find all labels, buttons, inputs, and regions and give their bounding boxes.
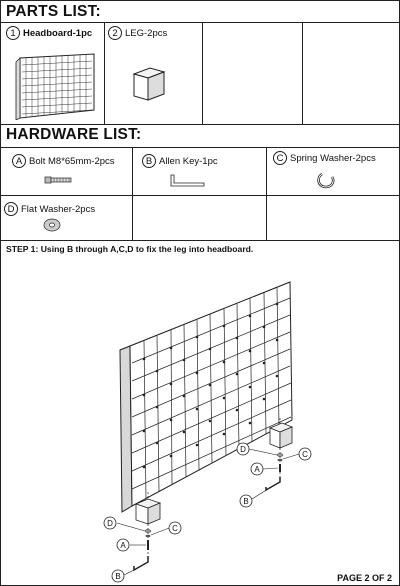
divider: [132, 147, 133, 240]
page-number: PAGE 2 OF 2: [337, 573, 392, 583]
divider: [0, 22, 400, 23]
hardware-letter-badge: A: [12, 154, 26, 168]
step-1-instruction: STEP 1: Using B through A,C,D to fix the leg into headboard.: [6, 244, 254, 254]
hardware-letter-badge: D: [4, 202, 18, 216]
callout-a: A: [254, 465, 260, 474]
divider: [0, 195, 400, 196]
headboard-image: [14, 48, 98, 120]
part-item-headboard: [6, 26, 92, 40]
flat-washer-icon: [42, 216, 62, 234]
part-item-leg: [108, 26, 167, 40]
divider: [202, 22, 203, 124]
hardware-item-allen-key: [142, 154, 218, 168]
hardware-letter-badge: C: [273, 151, 287, 165]
hardware-label: Flat Washer-2pcs: [21, 203, 96, 215]
hardware-item-spring-washer: [273, 151, 376, 165]
divider: [0, 147, 400, 148]
part-number-badge: 2: [108, 26, 122, 40]
divider: [302, 22, 303, 124]
allen-key-icon: [168, 172, 208, 190]
callout-d: D: [240, 445, 246, 454]
hardware-letter-badge: B: [142, 154, 156, 168]
hardware-item-bolt: [12, 154, 115, 168]
spring-washer-icon: [316, 170, 338, 190]
hardware-label: Allen Key-1pc: [159, 155, 218, 167]
divider: [0, 124, 400, 125]
callout-d: D: [107, 519, 113, 528]
parts-list-title: PARTS LIST:: [6, 3, 101, 20]
leg-image: [126, 60, 176, 108]
callout-a: A: [120, 541, 126, 550]
divider: [0, 240, 400, 241]
hardware-item-flat-washer: [4, 202, 95, 216]
hardware-label: Bolt M8*65mm-2pcs: [29, 155, 115, 167]
divider: [266, 147, 267, 240]
assembly-diagram: [0, 260, 400, 586]
hardware-label: Spring Washer-2pcs: [290, 152, 376, 164]
divider: [104, 22, 105, 124]
callout-c: C: [172, 524, 178, 533]
callout-b: B: [243, 497, 249, 506]
part-number-badge: 1: [6, 26, 20, 40]
bolt-icon: [44, 174, 74, 186]
hardware-list-title: HARDWARE LIST:: [6, 126, 142, 143]
callout-b: B: [115, 572, 121, 581]
part-label: Headboard-1pc: [23, 27, 93, 39]
part-label: LEG-2pcs: [125, 27, 168, 39]
callout-c: C: [302, 450, 308, 459]
